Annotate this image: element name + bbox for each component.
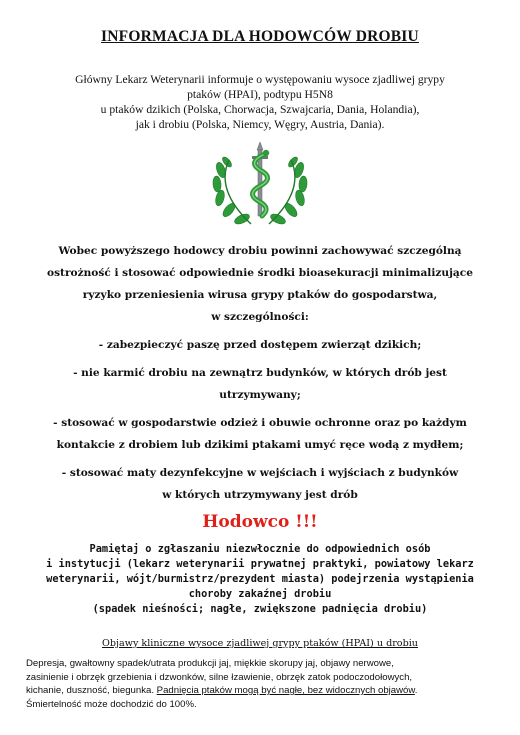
intro-line: jak i drobiu (Polska, Niemcy, Węgry, Austria, Dania). <box>135 118 385 131</box>
guidance-line: ostrożność i stosować odpowiednie środki bioasekuracji minimalizujące <box>47 267 473 279</box>
guidance-line: ryzyko przeniesienia wirusa grypy ptaków do gospodarstwa, <box>82 289 438 301</box>
reminder-line: choroby zakaźnej drobiu <box>188 588 332 600</box>
symptoms-line: zasinienie i obrzęk grzebienia i dzwonków, silne łzawienie, obrzęk zatok podoczodołowych, <box>26 671 413 683</box>
guidance-bullet-cont: utrzymywany; <box>219 389 301 401</box>
intro-line: Główny Lekarz Weterynarii informuje o występowaniu wysoce zjadliwej grypy <box>75 73 445 86</box>
guidance-bullet-cont: w których utrzymywany jest drób <box>162 489 358 501</box>
symptoms-period: . <box>414 685 418 696</box>
intro-line: ptaków (HPAI), podtypu H5N8 <box>187 88 333 101</box>
guidance-bullet: - stosować maty dezynfekcyjne w wejściach i wyjściach z budynków <box>61 467 459 479</box>
hodowco-heading: Hodowco !!! <box>202 512 318 532</box>
intro-line: u ptaków dzikich (Polska, Chorwacja, Szwajcaria, Dania, Holandia), <box>100 103 420 116</box>
symptoms-line <box>26 684 496 698</box>
mortality-line: Śmiertelność może dochodzić do 100%. <box>26 698 197 710</box>
guidance-line: w szczególności: <box>211 311 309 323</box>
intro-paragraph <box>20 72 500 132</box>
reminder-line: weterynarii, wójt/burmistrz/prezydent miasta) podejrzenia wystąpienia <box>46 573 474 585</box>
symptoms-plain: kichanie, duszność, biegunka. <box>26 685 157 696</box>
symptoms-line: Depresja, gwałtowny spadek/utrata produkcji jaj, miękkie skorupy jaj, objawy nerwowe, <box>26 658 394 669</box>
guidance-bullet-cont: kontakcie z drobiem lub dzikimi ptakami umyć ręce wodą z mydłem; <box>56 439 464 451</box>
sudden-deaths-note: Padnięcia ptaków mogą być nagłe, bez widocznych objawów <box>156 685 415 696</box>
symptoms-text <box>26 657 496 711</box>
guidance-text <box>10 240 510 506</box>
reminder-line: (spadek nieśności; nagłe, zwiększone padnięcia drobiu) <box>92 603 428 615</box>
reporting-reminder <box>10 542 510 617</box>
guidance-bullet: - zabezpieczyć paszę przed dostępem zwierząt dzikich; <box>98 339 422 351</box>
caduceus-laurel-wreath-icon <box>207 140 313 232</box>
reminder-line: Pamiętaj o zgłaszaniu niezwłocznie do odpowiednich osób <box>89 543 431 555</box>
reminder-line: i instytucji (lekarz weterynarii prywatnej praktyki, powiatowy lekarz <box>46 558 474 570</box>
guidance-bullet: - stosować w gospodarstwie odzież i obuwie ochronne oraz po każdym <box>53 417 467 429</box>
symptoms-title: Objawy kliniczne wysoce zjadliwej grypy ptaków (HPAI) u drobiu <box>102 638 418 649</box>
guidance-line: Wobec powyższego hodowcy drobiu powinni zachowywać szczególną <box>58 245 462 257</box>
guidance-bullet: - nie karmić drobiu na zewnątrz budynków, w których drób jest <box>73 367 447 379</box>
page-title: INFORMACJA DLA HODOWCÓW DROBIU <box>101 28 419 45</box>
